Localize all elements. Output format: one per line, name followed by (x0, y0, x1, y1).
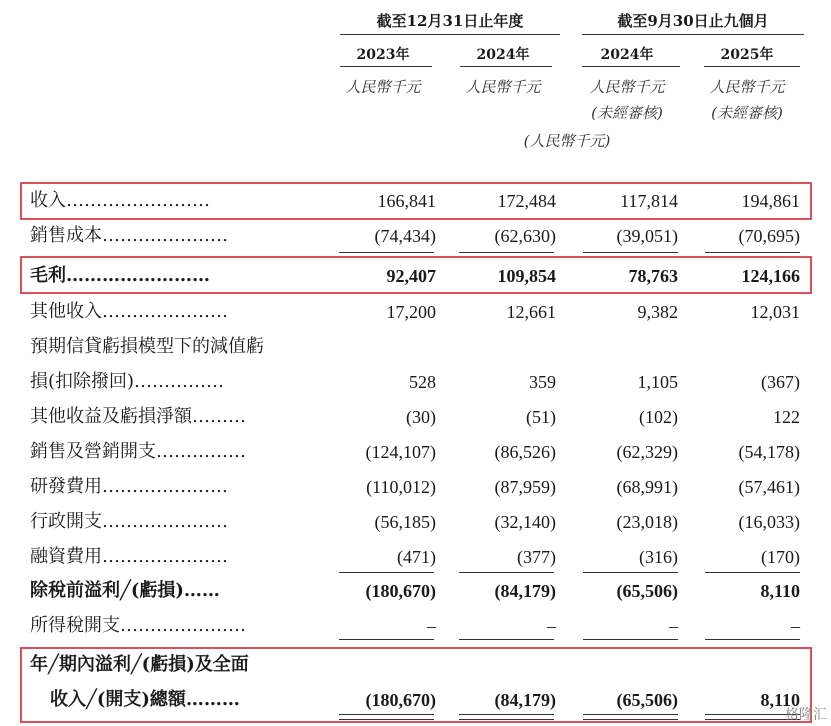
row-value-col4: 122 (773, 407, 800, 427)
row-value-col3: 117,814 (620, 191, 678, 211)
table-row-cost-of-sales (30, 221, 810, 251)
header-year-col4: 2025年 (720, 47, 774, 63)
row-value-col4: – (791, 616, 800, 636)
row-value-col2: (62,630) (494, 226, 556, 246)
subtotal-rule-col1 (339, 252, 434, 253)
row-value-col2: (32,140) (494, 512, 556, 532)
row-label: 收入╱(開支)總額……… (50, 689, 240, 710)
row-label: 行政開支………………… (30, 511, 228, 532)
row-value-col1: 528 (409, 372, 436, 392)
unit-col1: 人民幣千元 (345, 78, 421, 96)
row-value-col2: (87,959) (494, 477, 556, 497)
row-value-col4: (54,178) (738, 442, 800, 462)
row-label: 損(扣除撥回)…………… (30, 371, 225, 392)
subtotal-rule-col2 (459, 252, 554, 253)
row-value-col1: 166,841 (377, 191, 436, 211)
row-value-col3: (102) (639, 407, 678, 427)
row-value-col2: 172,484 (497, 191, 556, 211)
year-rule-col2 (460, 66, 552, 67)
row-label: 其他收入………………… (30, 301, 228, 322)
unaudited-col4: (未經審核) (711, 104, 783, 122)
row-value-col4: 8,110 (760, 581, 800, 601)
row-value-col2: (377) (517, 547, 556, 567)
row-value-col1: (471) (397, 547, 436, 567)
row-label: 毛利…………………… (30, 265, 210, 286)
row-value-col1: (124,107) (365, 442, 436, 462)
row-value-col1: (30) (406, 407, 436, 427)
highlight-box-total-comprehensive (20, 647, 812, 723)
row-value-col2: 109,854 (497, 266, 556, 286)
row-value-col1: (110,012) (366, 477, 436, 497)
subtotal-rule-col1 (339, 639, 434, 640)
row-value-col4: (57,461) (738, 477, 800, 497)
row-label: 研發費用………………… (30, 476, 228, 497)
unaudited-col3: (未經審核) (591, 104, 663, 122)
table-row-income-tax (30, 611, 810, 641)
table-row-ecl-line1 (30, 332, 810, 362)
subtotal-rule-col4 (705, 252, 800, 253)
row-value-col4: (367) (761, 372, 800, 392)
highlight-box-gross-profit (20, 256, 812, 294)
row-label: 預期信貸虧損模型下的減值虧 (30, 336, 264, 357)
row-value-col4: 8,110 (760, 690, 800, 710)
highlight-box-revenue (20, 182, 812, 220)
row-value-col1: (56,185) (374, 512, 436, 532)
row-value-col4: (170) (761, 547, 800, 567)
header-group-year: 截至12月31日止年度 (376, 12, 524, 30)
row-label: 融資費用………………… (30, 546, 228, 567)
row-value-col1: (180,670) (365, 690, 436, 710)
header-year-col2: 2024年 (476, 47, 530, 63)
row-value-col1: 92,407 (386, 266, 436, 286)
header-year-col1: 2023年 (356, 47, 410, 63)
table-row-admin-expenses (30, 507, 810, 537)
row-label: 除稅前溢利╱(虧損)…… (30, 580, 220, 601)
row-value-col2: 12,661 (506, 302, 556, 322)
header-group-nine-months-rule (582, 34, 804, 35)
year-rule-col3 (582, 66, 680, 67)
subtotal-rule-col3 (583, 572, 678, 573)
subtotal-rule-col1 (339, 572, 434, 573)
header-group-year-rule (340, 34, 560, 35)
row-value-col2: – (547, 616, 556, 636)
watermark-logo: 格隆汇 (785, 707, 827, 723)
row-value-col2: (84,179) (494, 581, 556, 601)
subtotal-rule-col4 (705, 639, 800, 640)
row-value-col3: 78,763 (628, 266, 678, 286)
subtotal-rule-col3 (583, 252, 678, 253)
row-value-col3: 1,105 (637, 372, 678, 392)
row-value-col3: (68,991) (616, 477, 678, 497)
row-value-col3: 9,382 (637, 302, 678, 322)
table-row-finance-costs (30, 542, 810, 572)
row-label: 其他收益及虧損淨額……… (30, 406, 246, 427)
row-value-col3: (23,018) (616, 512, 678, 532)
row-value-col2: (86,526) (494, 442, 556, 462)
row-value-col4: 124,166 (741, 266, 800, 286)
table-row-profit-before-tax (30, 576, 810, 606)
row-value-col3: (39,051) (616, 226, 678, 246)
table-row-other-income (30, 297, 810, 327)
unit-col4: 人民幣千元 (709, 78, 785, 96)
table-row-ecl-line2 (30, 367, 810, 397)
row-value-col1: – (427, 616, 436, 636)
row-value-col4: (70,695) (738, 226, 800, 246)
row-value-col3: (316) (639, 547, 678, 567)
row-label: 收入…………………… (30, 190, 210, 211)
subtotal-rule-col2 (459, 572, 554, 573)
row-value-col2: (84,179) (494, 690, 556, 710)
row-value-col1: 17,200 (386, 302, 436, 322)
table-row-other-gains (30, 402, 810, 432)
row-value-col4: 194,861 (741, 191, 800, 211)
row-value-col4: 12,031 (750, 302, 800, 322)
year-rule-col1 (340, 66, 432, 67)
row-label: 銷售及營銷開支…………… (30, 441, 246, 462)
subtotal-rule-col2 (459, 639, 554, 640)
row-value-col2: 359 (529, 372, 556, 392)
unit-center: (人民幣千元) (523, 132, 611, 150)
subtotal-rule-col4 (705, 572, 800, 573)
subtotal-rule-col3 (583, 639, 678, 640)
table-row-selling-expenses (30, 437, 810, 467)
year-rule-col4 (704, 66, 800, 67)
header-year-col3: 2024年 (600, 47, 654, 63)
row-value-col3: (65,506) (616, 690, 678, 710)
row-label: 年╱期內溢利╱(虧損)及全面 (30, 654, 249, 675)
row-label: 所得稅開支………………… (30, 615, 246, 636)
row-value-col2: (51) (526, 407, 556, 427)
row-value-col4: (16,033) (738, 512, 800, 532)
unit-col2: 人民幣千元 (465, 78, 541, 96)
row-value-col3: – (669, 616, 678, 636)
row-label: 銷售成本………………… (30, 225, 228, 246)
row-value-col1: (74,434) (374, 226, 436, 246)
unit-col3: 人民幣千元 (589, 78, 665, 96)
header-group-nine-months: 截至9月30日止九個月 (617, 12, 769, 30)
table-row-rnd-expenses (30, 472, 810, 502)
row-value-col1: (180,670) (365, 581, 436, 601)
row-value-col3: (62,329) (616, 442, 678, 462)
row-value-col3: (65,506) (616, 581, 678, 601)
